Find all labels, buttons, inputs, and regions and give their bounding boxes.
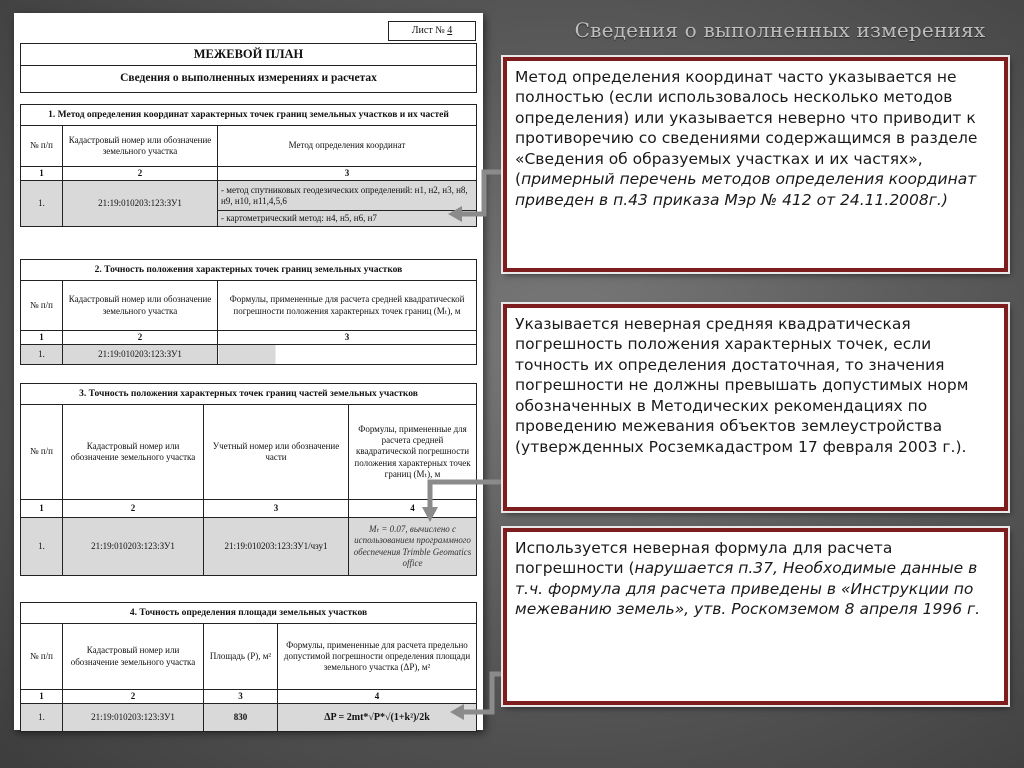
formula-value: Mₜ = 0.07, вычислено с использованием программного обеспечения Trimble Geomatics office (349, 518, 477, 576)
arrow-3-icon (442, 668, 508, 728)
callout-text: Используется неверная формула для расчета погрешности ( (515, 539, 893, 578)
section-3 (20, 383, 477, 576)
callout-wrong-formula (503, 528, 1008, 705)
slide-title: Сведения о выполненных измерениях (574, 18, 986, 42)
cadastral-number: 21:19:010203:123:ЗУ1 (63, 704, 204, 732)
document-title: МЕЖЕВОЙ ПЛАН (21, 44, 476, 66)
col-number: 3 (204, 690, 278, 704)
callout-italic-text: примерный перечень методов определения координат приведен в п.43 приказа Мэр № 412 от 24.11.2008г.) (515, 170, 977, 209)
col-header-formula: Формулы, примененные для расчета предельно допустимой погрешности определения площади земельного участка (ΔP), м² (278, 624, 477, 690)
col-header-part: Учетный номер или обозначение части (204, 405, 349, 500)
col-header-cadastral: Кадастровый номер или обозначение земельного участка (63, 126, 218, 167)
col-number: 1 (21, 167, 63, 181)
callout-italic-text: нарушается п.37, Необходимые данные в т.ч. формула для расчета приведены в «Инструкции по межеванию земель», утв. Роскомземом 8 апреля 1996 г. (515, 559, 981, 619)
col-header-cadastral: Кадастровый номер или обозначение земельного участка (63, 624, 204, 690)
area-value: 830 (204, 704, 278, 732)
document-page (14, 13, 483, 730)
col-number: 1 (21, 331, 63, 345)
method-cartometric: - картометрический метод: н4, н5, н6, н7 (218, 211, 477, 227)
callout-coordinate-method (503, 57, 1008, 272)
col-number: 1 (21, 690, 63, 704)
col-header-no: № п/п (21, 405, 63, 500)
arrow-1-icon (440, 160, 510, 230)
col-header-no: № п/п (21, 126, 63, 167)
col-number: 2 (63, 690, 204, 704)
arrow-2-icon (416, 470, 508, 526)
col-number: 2 (63, 500, 204, 518)
cadastral-number: 21:19:010203:123:ЗУ1 (63, 518, 204, 576)
row-number: 1. (21, 181, 63, 227)
formula-cell-empty (218, 345, 477, 365)
part-number: 21:19:010203:123:ЗУ1/чзу1 (204, 518, 349, 576)
section-1 (20, 104, 477, 227)
sheet-number: Лист № 4 (388, 21, 476, 41)
col-number: 3 (218, 331, 477, 345)
document-title-box (20, 43, 477, 93)
col-number: 4 (278, 690, 477, 704)
callout-text: Указывается неверная средняя квадратическая погрешность положения характерных точек, если точность их определения достаточная, то значения погрешности не должны превышать допустимых норм обозначенных в Методических рекомендациях по проведению межевания объектов землеустройства (утвержденных Росземкадастром 17 февраля 2003 г.). (515, 315, 969, 456)
col-number: 2 (63, 331, 218, 345)
section-4 (20, 602, 477, 732)
col-header-no: № п/п (21, 624, 63, 690)
row-number: 1. (21, 345, 63, 365)
col-header-area: Площадь (P), м² (204, 624, 278, 690)
col-header-method: Метод определения координат (218, 126, 477, 167)
callout-text: Метод определения координат часто указывается не полностью (если использовалось несколько методов определения) или указывается неверно что приводит к противоречию со сведениями содержащимся в разделе «Сведения об образуемых участках и их частях», ( (515, 68, 978, 189)
cadastral-number: 21:19:010203:123:ЗУ1 (63, 181, 218, 227)
col-header-cadastral: Кадастровый номер или обозначение земельного участка (63, 405, 204, 500)
col-header-formula: Формулы, примененные для расчета средней квадратической погрешности положения характерных точек границ (Mₜ), м (218, 281, 477, 331)
section-4-heading: 4. Точность определения площади земельных участков (20, 602, 477, 623)
col-number: 2 (63, 167, 218, 181)
col-number: 1 (21, 500, 63, 518)
col-number: 3 (218, 167, 477, 181)
col-number: 3 (204, 500, 349, 518)
formula-value: ΔP = 2mt*√P*√(1+k²)/2k (278, 704, 477, 732)
method-satellite: - метод спутниковых геодезических определений: н1, н2, н3, н8, н9, н10, н11,4,5,6 (218, 181, 477, 211)
section-3-table (20, 404, 477, 576)
section-1-heading: 1. Метод определения координат характерных точек границ земельных участков и их частей (20, 104, 477, 125)
document-subtitle: Сведения о выполненных измерениях и расчетах (120, 72, 377, 84)
cadastral-number: 21:19:010203:123:ЗУ1 (63, 345, 218, 365)
col-header-formula: Формулы, примененные для расчета средней квадратической погрешности положения характерных точек границ (Mₜ), м (349, 405, 477, 500)
section-3-heading: 3. Точность положения характерных точек границ частей земельных участков (20, 383, 477, 404)
section-2 (20, 259, 477, 365)
section-2-table (20, 280, 477, 365)
section-4-table (20, 623, 477, 732)
col-header-no: № п/п (21, 281, 63, 331)
callout-mean-square-error (503, 304, 1008, 511)
section-1-table (20, 125, 477, 227)
col-number: 4 (349, 500, 477, 518)
row-number: 1. (21, 518, 63, 576)
row-number: 1. (21, 704, 63, 732)
col-header-cadastral: Кадастровый номер или обозначение земельного участка (63, 281, 218, 331)
section-2-heading: 2. Точность положения характерных точек границ земельных участков (20, 259, 477, 280)
